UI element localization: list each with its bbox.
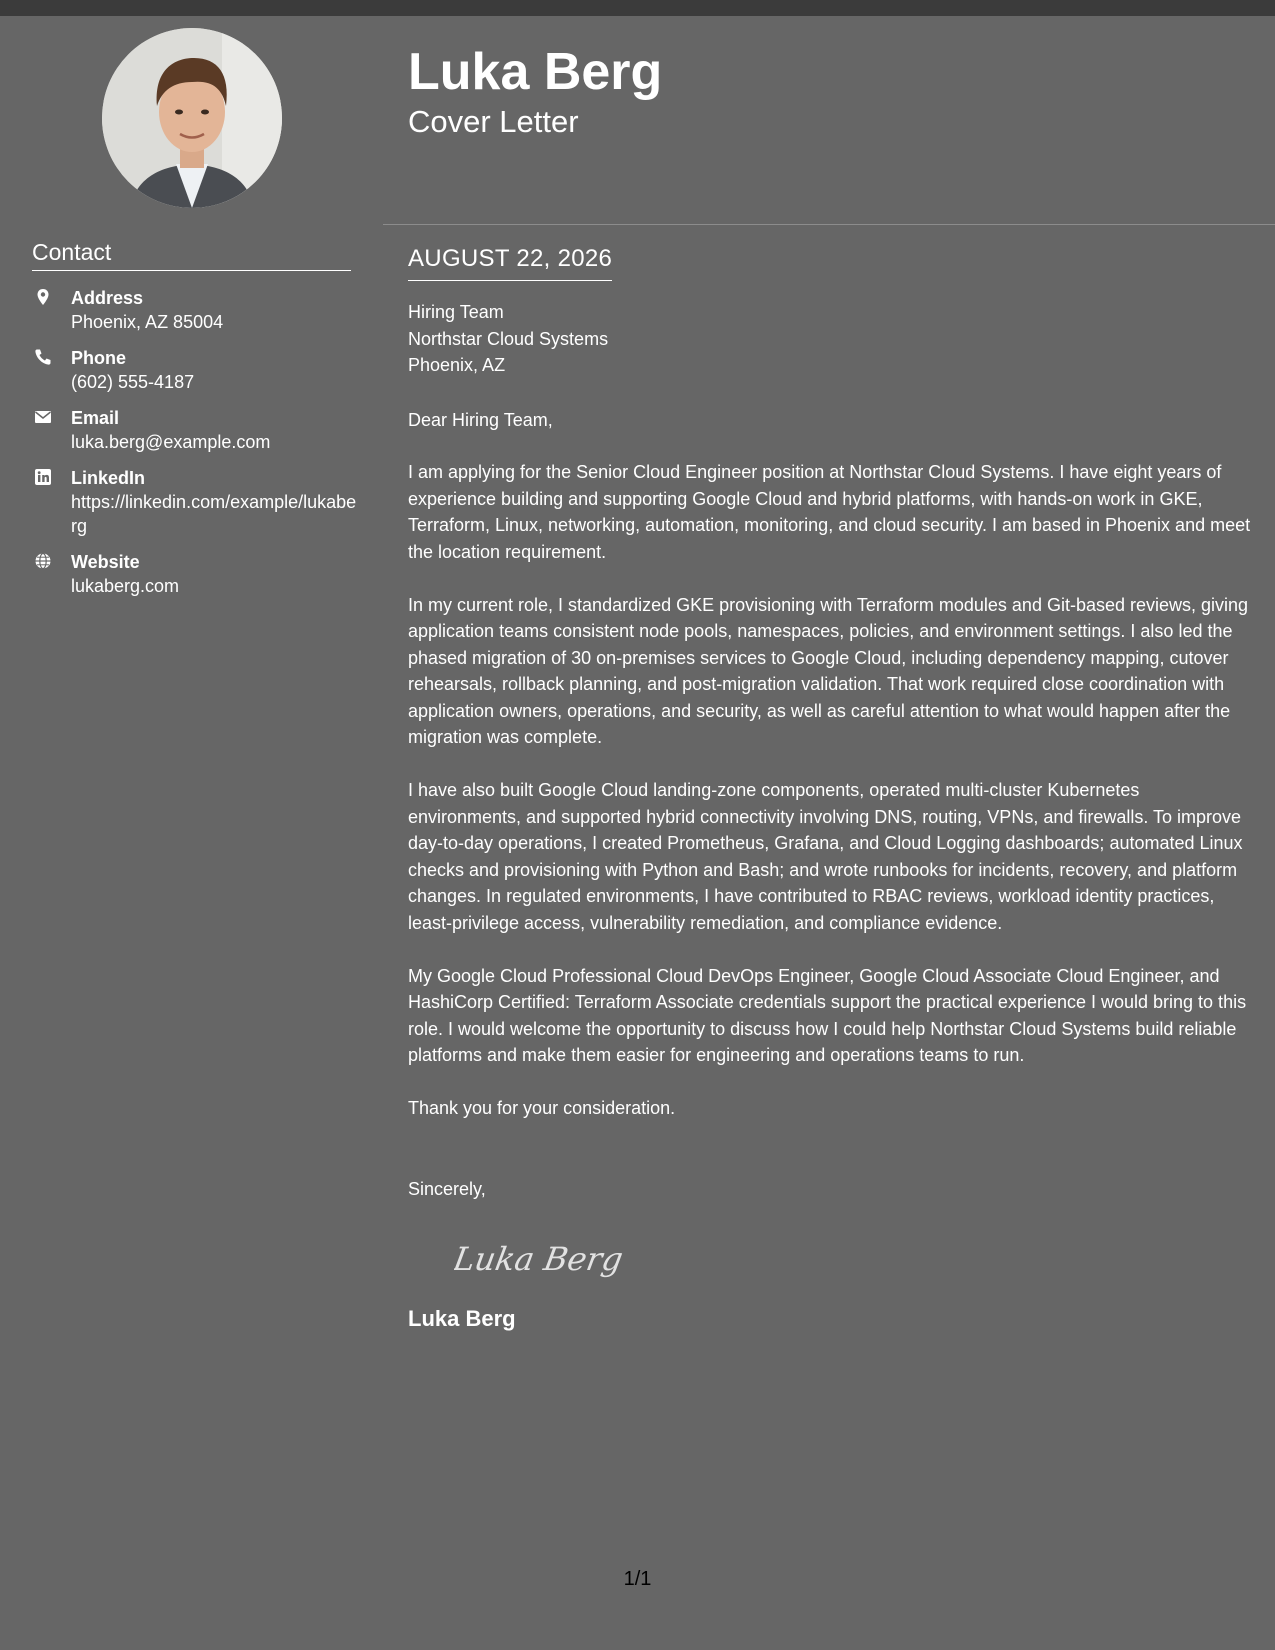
- body-paragraph: My Google Cloud Professional Cloud DevOps Engineer, Google Cloud Associate Cloud Engineer, and HashiCorp Certified: Terraform Associate credentials support the practical experience I would bring to this role. I would welcome the opportunity to discuss how I could help Northstar Cloud Systems build reliable platforms and make them easier for engineering and operations teams to run.: [408, 965, 1247, 1065]
- letter-date: AUGUST 22, 2026: [408, 242, 612, 281]
- contact-website: [32, 550, 362, 598]
- page-number: 1/1: [623, 1568, 652, 1590]
- email-label: Email: [71, 408, 120, 428]
- address-label: Address: [71, 288, 144, 308]
- recipient-line: Northstar Cloud Systems: [408, 328, 609, 349]
- contact-phone: [32, 346, 362, 394]
- linkedin-value[interactable]: https://linkedin.com/example/lukaberg: [71, 492, 357, 536]
- letter-body: [408, 242, 1253, 1334]
- signature: [454, 1224, 1253, 1292]
- linkedin-icon: [34, 468, 52, 486]
- map-pin-icon: [34, 288, 52, 306]
- contact-email: [32, 406, 362, 454]
- phone-label: Phone: [71, 348, 127, 368]
- salutation: Dear Hiring Team,: [408, 409, 553, 430]
- website-label: Website: [71, 552, 140, 572]
- body-paragraph: Thank you for your consideration.: [408, 1098, 676, 1118]
- header-divider: [383, 224, 1275, 225]
- linkedin-label: LinkedIn: [71, 468, 146, 488]
- sidebar: [0, 16, 383, 1576]
- body-paragraph: I have also built Google Cloud landing-zone components, operated multi-cluster Kubernetes environments, and supported hybrid connectivity involving DNS, routing, VPNs, and firewalls. To improve day-to-day operations, I created Prometheus, Grafana, and Cloud Logging dashboards; automated Linux checks and provisioning with Python and Bash; and wrote runbooks for incidents, recovery, and platform changes. In regulated environments, I have contributed to RBAC reviews, workload identity practices, least-privilege access, vulnerability remediation, and compliance evidence.: [408, 780, 1243, 933]
- phone-icon: [34, 348, 52, 366]
- closing: Sincerely,: [408, 1178, 486, 1199]
- email-value[interactable]: luka.berg@example.com: [71, 432, 271, 452]
- top-bar: [0, 0, 1275, 16]
- body-paragraph: I am applying for the Senior Cloud Engineer position at Northstar Cloud Systems. I have eight years of experience building and supporting Google Cloud and hybrid platforms, with hands-on work in GKE, Terraform, Linux, networking, automation, monitoring, and cloud security. I am based in Phoenix and meet the location requirement.: [408, 462, 1251, 562]
- signature-text: Luka Berg: [454, 1240, 626, 1278]
- recipient-line: Hiring Team: [408, 302, 504, 322]
- envelope-icon: [34, 408, 52, 426]
- contact-linkedin: [32, 466, 362, 538]
- phone-value: (602) 555-4187: [71, 372, 195, 392]
- website-value[interactable]: lukaberg.com: [71, 576, 180, 596]
- signed-name: Luka Berg: [408, 1306, 516, 1331]
- recipient-line: Phoenix, AZ: [408, 355, 506, 375]
- address-value: Phoenix, AZ 85004: [71, 312, 224, 332]
- body-paragraph: In my current role, I standardized GKE provisioning with Terraform modules and Git-based reviews, giving application teams consistent node pools, namespaces, policies, and environment settings. I also led the phased migration of 30 on-premises services to Google Cloud, including dependency mapping, cutover rehearsals, rollback planning, and post-migration validation. That work required close coordination with application owners, operations, and security, as well as careful attention to what would happen after the migration was complete.: [408, 594, 1249, 747]
- header-name: Luka Berg: [408, 43, 663, 101]
- recipient-block: [408, 299, 1253, 379]
- profile-photo: [102, 28, 282, 208]
- contact-address: [32, 286, 362, 334]
- contact-list: [32, 286, 362, 610]
- header-subtitle: Cover Letter: [408, 104, 579, 139]
- contact-heading: Contact: [32, 239, 351, 271]
- globe-icon: [34, 552, 52, 570]
